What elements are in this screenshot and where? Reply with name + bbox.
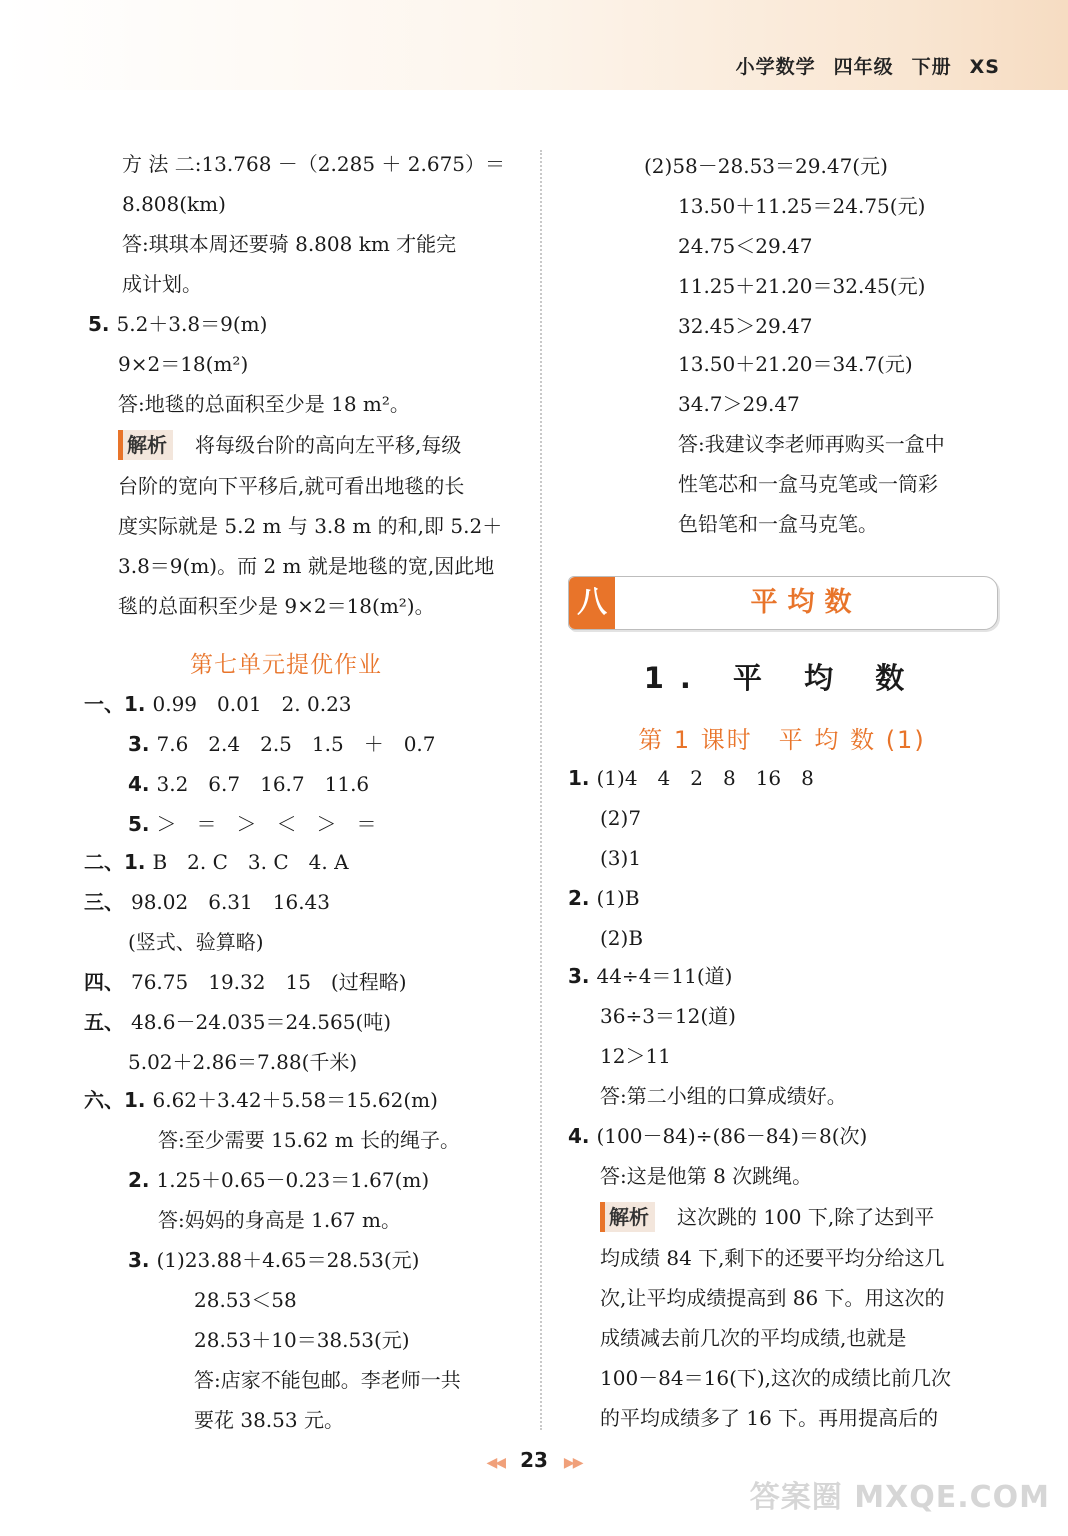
question-number: 六、1.: [84, 1088, 153, 1112]
question-number: 2.: [128, 1168, 157, 1192]
question-number: 五、: [84, 1010, 131, 1034]
left-answer-line: [128, 1166, 429, 1194]
question-number: 三、: [84, 890, 131, 914]
left-answer-line: [88, 310, 267, 338]
header-volume: 下册: [911, 56, 952, 78]
right-answer-line: [568, 1122, 867, 1150]
question-number: 3.: [568, 964, 597, 988]
analysis-badge: 解析: [118, 430, 173, 460]
answer-text: 答:这是他第 8 次跳绳。: [600, 1164, 813, 1188]
answer-text: (2)B: [600, 926, 644, 950]
chapter-title: 平均数: [750, 587, 862, 618]
question-number: 二、1.: [84, 850, 153, 874]
page-header: [718, 52, 1000, 79]
question-number: 5.: [128, 812, 157, 836]
answer-text: (2)7: [600, 806, 642, 830]
answer-text: 24.75＜29.47: [678, 234, 813, 258]
answer-text: (1)B: [596, 886, 640, 910]
answer-text: 3.2 6.7 16.7 11.6: [156, 772, 370, 796]
left-answer-line: [194, 1286, 297, 1314]
answer-text: 76.75 19.32 15 (过程略): [130, 970, 407, 994]
answer-text: 答:妈妈的身高是 1.67 m。: [158, 1208, 401, 1232]
right-answer-line: [678, 312, 813, 340]
answer-text: 44÷4＝11(道): [596, 964, 733, 988]
answer-text: 毯的总面积至少是 9×2＝18(m²)。: [118, 594, 435, 618]
answer-text: B 2. C 3. C 4. A: [152, 850, 349, 874]
question-number: 2.: [568, 886, 597, 910]
answer-text: 34.7＞29.47: [678, 392, 800, 416]
answer-text: 这次跳的 100 下,除了达到平: [677, 1205, 935, 1229]
answer-text: 色铅笔和一盒马克笔。: [678, 512, 878, 536]
answer-text: 答:地毯的总面积至少是 18 m²。: [118, 392, 410, 416]
answer-text: 32.45＞29.47: [678, 314, 813, 338]
answer-text: 要花 38.53 元。: [194, 1408, 344, 1432]
next-arrows-icon: ▶▶: [563, 1455, 582, 1471]
answer-text: 答:琪琪本周还要骑 8.808 km 才能完: [122, 232, 457, 256]
left-answer-line: [128, 928, 264, 956]
right-answer-line: [600, 1404, 938, 1432]
lesson-title: 第 1 课时 平 均 数 (1): [638, 726, 926, 754]
left-answer-line: [128, 770, 369, 798]
right-answer-line: [678, 350, 913, 378]
watermark-logo: 答案圈 MXQE.COM: [749, 1480, 1050, 1515]
answer-text: 98.02 6.31 16.43: [130, 890, 331, 914]
right-answer-line: [600, 1202, 934, 1232]
left-answer-line: [118, 512, 502, 540]
answer-text: 7.6 2.4 2.5 1.5 ＋ 0.7: [156, 732, 436, 756]
answer-text: 将每级台阶的高向左平移,每级: [195, 433, 462, 457]
answer-text: 成绩减去前几次的平均成绩,也就是: [600, 1326, 907, 1350]
left-answer-line: [118, 592, 435, 620]
answer-text: (2)58－28.53＝29.47(元): [644, 154, 888, 178]
answer-text: 均成绩 84 下,剩下的还要平均分给这几: [600, 1246, 945, 1270]
left-answer-line: [118, 390, 410, 418]
answer-text: 8.808(km): [122, 192, 226, 216]
right-answer-line: [600, 1082, 847, 1110]
answer-text: 答:我建议李老师再购买一盒中: [678, 432, 945, 456]
left-answer-line: [158, 1126, 460, 1154]
right-answer-line: [568, 764, 814, 792]
right-answer-line: [600, 924, 643, 952]
right-answer-line: [678, 232, 813, 260]
answer-text: 9×2＝18(m²): [118, 352, 249, 376]
answer-text: (1)4 4 2 8 16 8: [596, 766, 814, 790]
answer-text: 的平均成绩多了 16 下。再用提高后的: [600, 1406, 939, 1430]
right-answer-line: [644, 152, 888, 180]
right-answer-line: [678, 272, 925, 300]
left-answer-line: [118, 552, 494, 580]
answer-text: ＞ ＝ ＞ ＜ ＞ ＝: [156, 812, 377, 836]
right-answer-line: [568, 962, 732, 990]
header-grade: 四年级: [833, 56, 894, 78]
right-answer-line: [568, 884, 640, 912]
right-answer-line: [678, 510, 878, 538]
left-answer-line: [128, 1246, 419, 1274]
left-answer-line: [84, 690, 352, 718]
right-answer-line: [678, 470, 938, 498]
answer-text: 答:第二小组的口算成绩好。: [600, 1084, 847, 1108]
answer-text: 48.6－24.035＝24.565(吨): [130, 1010, 392, 1034]
page-footer: [0, 1448, 1068, 1472]
page-number: 23: [520, 1448, 548, 1472]
chapter-number: 八: [569, 577, 615, 629]
left-answer-line: [84, 888, 330, 916]
answer-text: 1.25＋0.65－0.23＝1.67(m): [156, 1168, 430, 1192]
answer-text: 5.2＋3.8＝9(m): [116, 312, 268, 336]
question-number: 3.: [128, 1248, 157, 1272]
left-answer-line: [118, 350, 248, 378]
answer-text: 0.99 0.01 2. 0.23: [152, 692, 352, 716]
left-answer-line: [122, 230, 456, 258]
left-answer-line: [122, 190, 226, 218]
answer-text: 100－84＝16(下),这次的成绩比前几次: [600, 1366, 952, 1390]
column-divider: [540, 150, 542, 1430]
question-number: 3.: [128, 732, 157, 756]
answer-text: 台阶的宽向下平移后,就可看出地毯的长: [118, 474, 465, 498]
answer-text: 13.50＋21.20＝34.7(元): [678, 352, 913, 376]
left-answer-line: [194, 1366, 461, 1394]
answer-text: 答:店家不能包邮。李老师一共: [194, 1368, 461, 1392]
right-answer-line: [678, 390, 800, 418]
answer-text: 11.25＋21.20＝32.45(元): [678, 274, 926, 298]
answer-text: 6.62＋3.42＋5.58＝15.62(m): [152, 1088, 438, 1112]
answer-text: 成计划。: [122, 272, 202, 296]
header-subject: 小学数学: [735, 56, 816, 78]
answer-text: 3.8＝9(m)。而 2 m 就是地毯的宽,因此地: [118, 554, 495, 578]
answer-text: 方 法 二:13.768 －（2.285 ＋ 2.675）＝: [122, 152, 506, 176]
right-answer-line: [600, 1284, 945, 1312]
answer-text: (竖式、验算略): [128, 930, 264, 954]
left-answer-line: [84, 848, 349, 876]
prev-arrows-icon: ◀◀: [486, 1455, 505, 1471]
right-answer-line: [600, 1244, 945, 1272]
right-answer-line: [600, 1324, 906, 1352]
question-number: 5.: [88, 312, 117, 336]
analysis-badge: 解析: [600, 1202, 655, 1232]
answer-text: 12＞11: [600, 1044, 671, 1068]
left-answer-line: [158, 1206, 401, 1234]
left-answer-line: [128, 730, 436, 758]
left-answer-line: [128, 1048, 357, 1076]
left-answer-line: [194, 1406, 344, 1434]
right-answer-line: [600, 844, 641, 872]
right-answer-line: [600, 804, 641, 832]
answer-text: 性笔芯和一盒马克笔或一筒彩: [678, 472, 938, 496]
left-answer-line: [194, 1326, 410, 1354]
left-answer-line: [122, 270, 202, 298]
left-answer-line: [84, 1008, 391, 1036]
question-number: 四、: [84, 970, 131, 994]
left-answer-line: [128, 810, 376, 838]
header-edition: XS: [969, 56, 1000, 78]
answer-text: 13.50＋11.25＝24.75(元): [678, 194, 926, 218]
unit-homework-title: 第七单元提优作业: [190, 652, 382, 678]
question-number: 4.: [568, 1124, 597, 1148]
answer-text: 36÷3＝12(道): [600, 1004, 736, 1028]
answer-text: 次,让平均成绩提高到 86 下。用这次的: [600, 1286, 945, 1310]
right-answer-line: [600, 1042, 671, 1070]
question-number: 1.: [568, 766, 597, 790]
section-title: 1. 平 均 数: [643, 661, 921, 695]
right-answer-line: [600, 1162, 812, 1190]
left-answer-line: [122, 150, 505, 178]
answer-text: (1)23.88＋4.65＝28.53(元): [156, 1248, 420, 1272]
answer-text: 28.53＋10＝38.53(元): [194, 1328, 410, 1352]
chapter-banner: [568, 576, 998, 630]
question-number: 4.: [128, 772, 157, 796]
answer-text: 5.02＋2.86＝7.88(千米): [128, 1050, 358, 1074]
answer-text: (3)1: [600, 846, 642, 870]
right-answer-line: [678, 192, 925, 220]
left-answer-line: [118, 472, 464, 500]
answer-text: (100－84)÷(86－84)＝8(次): [596, 1124, 868, 1148]
question-number: 一、1.: [84, 692, 153, 716]
left-answer-line: [84, 1086, 438, 1114]
right-answer-line: [600, 1364, 951, 1392]
right-answer-line: [600, 1002, 736, 1030]
answer-text: 答:至少需要 15.62 m 长的绳子。: [158, 1128, 461, 1152]
answer-text: 28.53＜58: [194, 1288, 297, 1312]
answer-text: 度实际就是 5.2 m 与 3.8 m 的和,即 5.2＋: [118, 514, 503, 538]
left-answer-line: [118, 430, 461, 460]
left-answer-line: [84, 968, 407, 996]
right-answer-line: [678, 430, 945, 458]
